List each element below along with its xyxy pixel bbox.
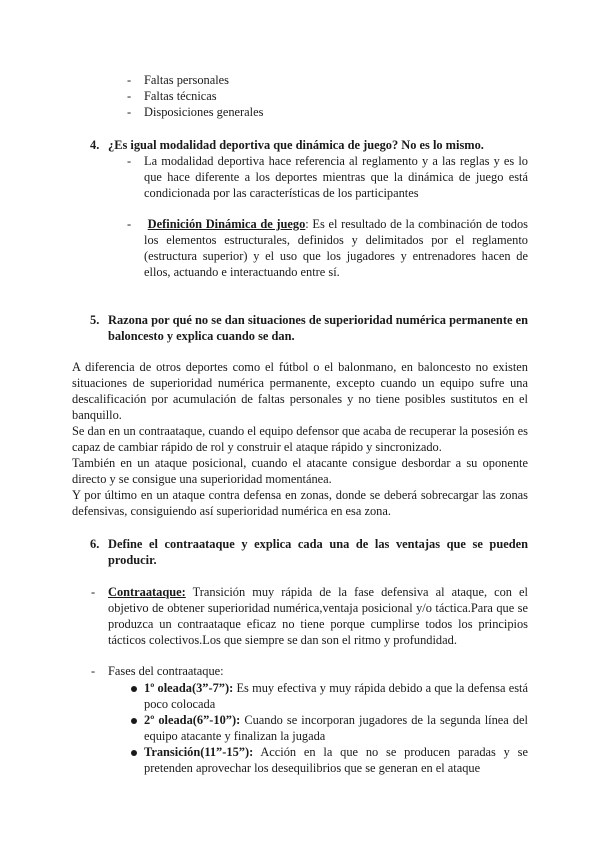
- contraataque-label: Contraataque:: [108, 585, 186, 599]
- phase-item: [144, 744, 528, 776]
- bullet-icon: [131, 750, 137, 756]
- dash: -: [91, 585, 96, 599]
- paragraph: Se dan en un contraataque, cuando el equipo defensor que acaba de recuperar la posesión es capaz de cambiar rápido de rol y construir el ataque rápido y sincronizado.: [72, 424, 528, 454]
- dash: -: [127, 73, 132, 87]
- paragraph: A diferencia de otros deportes como el fútbol o el balonmano, en baloncesto no existen situaciones de superioridad numérica permanente, excepto cuando un equipo sufre una descalificación por acumulación de faltas personales y no tiene posibles sustitutos en el banquillo.: [72, 360, 528, 422]
- definicion-body: : Es el resultado de la combinación de todos los elementos estructurales, definidos y delimitados por el reglamento (estructura superior) y el uso que los jugadores y entrenadores hacen de ellos, actuando e interactuando entre sí.: [144, 217, 529, 279]
- list-item: [91, 663, 95, 679]
- definicion-text: [144, 216, 528, 280]
- q5-answer: [72, 359, 528, 519]
- question-title: Define el contraataque y explica cada una de las ventajas que se pueden producir.: [108, 537, 528, 567]
- phase-text: Es muy efectiva y muy rápida debido a que la defensa está poco colocada: [144, 681, 528, 711]
- modalidad-text: La modalidad deportiva hace referencia al reglamento y a las reglas y es lo que hace diferente a los deportes mientras que la dinámica de juego está condicionada por las características de los participantes: [144, 154, 528, 200]
- dash: -: [91, 664, 96, 678]
- phase-label: 2º oleada(6”-10”):: [144, 713, 241, 727]
- list-item: [91, 584, 95, 600]
- phases-label: Fases del contraataque:: [108, 664, 224, 678]
- phase-item: [144, 680, 528, 712]
- question-number: 5.: [90, 313, 100, 327]
- question-number: 6.: [90, 537, 100, 551]
- bullet-icon: [131, 686, 137, 692]
- dash: -: [127, 105, 132, 119]
- phase-text: Acción en la que no se producen paradas y se pretenden aprovechar los desequilibrios que se generan en el ataque: [144, 745, 528, 775]
- dash: -: [127, 154, 132, 168]
- list-item-text: Faltas técnicas: [144, 89, 217, 103]
- list-item: [127, 88, 217, 104]
- paragraph: Y por último en un ataque contra defensa en zonas, donde se deberá sobrecargar las zonas defensivas, consiguiendo así superioridad numérica en esa zona.: [72, 488, 528, 518]
- dash: -: [127, 217, 132, 231]
- dash: -: [127, 89, 132, 103]
- question-title: ¿Es igual modalidad deportiva que dinámica de juego? No es lo mismo.: [108, 138, 484, 152]
- question-title: Razona por qué no se dan situaciones de superioridad numérica permanente en baloncesto y explica cuando se dan.: [108, 313, 528, 343]
- phase-label: 1º oleada(3”-7”):: [144, 681, 234, 695]
- list-item: [127, 216, 131, 232]
- list-item-text: Faltas personales: [144, 73, 229, 87]
- bullet-icon: [131, 718, 137, 724]
- phase-item: [144, 712, 528, 744]
- list-item-text: Disposiciones generales: [144, 105, 264, 119]
- phase-label: Transición(11”-15”):: [144, 745, 254, 759]
- paragraph: También en un ataque posicional, cuando el atacante consigue desbordar a su oponente directo y se consigue una superioridad momentánea.: [72, 456, 528, 486]
- list-item: [127, 104, 264, 120]
- contraataque-body: Transición muy rápida de la fase defensiva al ataque, con el objetivo de obtener superioridad numérica,ventaja posicional y/o táctica.Para que se produzca un contraataque eficaz no tiene porque cumplirse todos los principios tácticos colectivos.Los que siempre se dan son el ritmo y profundidad.: [108, 585, 528, 647]
- list-item: [127, 153, 131, 169]
- list-item: [127, 72, 229, 88]
- phase-text: Cuando se incorporan jugadores de la segunda línea del equipo atacante y finalizan la jugada: [144, 713, 528, 743]
- contraataque-definition: [108, 584, 528, 648]
- definicion-label: Definición Dinámica de juego: [147, 217, 306, 231]
- question-number: 4.: [90, 138, 100, 152]
